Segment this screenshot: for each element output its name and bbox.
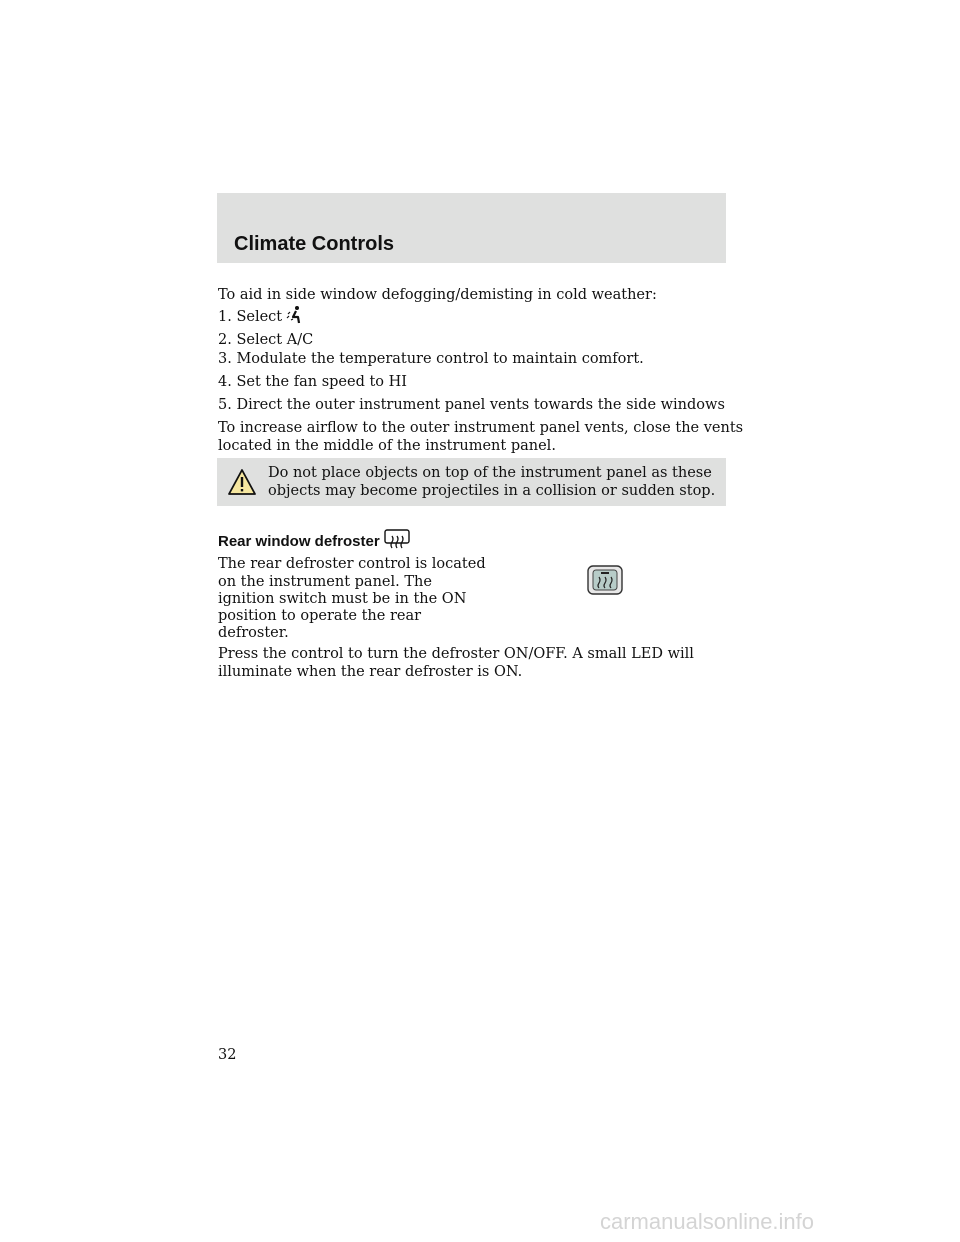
intro-text: To aid in side window defogging/demisting in cold weather: <box>218 287 657 303</box>
step-1 <box>218 305 302 330</box>
rear-defrost-icon <box>384 528 410 555</box>
step-5: 5. Direct the outer instrument panel vents towards the side windows <box>218 397 725 413</box>
warning-line1: Do not place objects on top of the instrument panel as these <box>268 465 712 481</box>
step-2: 2. Select A/C <box>218 332 314 348</box>
floor-defrost-mode-icon <box>286 305 302 330</box>
warning-box <box>217 458 726 506</box>
step-1-text: 1. Select <box>218 309 283 325</box>
rear-defroster-desc-line5: defroster. <box>218 625 289 641</box>
rear-defroster-desc-line2: on the instrument panel. The <box>218 574 432 590</box>
rear-defroster-heading <box>218 528 410 555</box>
step-3: 3. Modulate the temperature control to maintain comfort. <box>218 351 644 367</box>
warning-line2: objects may become projectiles in a collision or sudden stop. <box>268 483 716 499</box>
section-title: Climate Controls <box>234 233 395 255</box>
airflow-text-line2: located in the middle of the instrument panel. <box>218 438 556 454</box>
press-text-line2: illuminate when the rear defroster is ON. <box>218 664 523 680</box>
page-number: 32 <box>218 1047 237 1063</box>
watermark: carmanualsonline.info <box>600 1209 815 1234</box>
press-text-line1: Press the control to turn the defroster ON/OFF. A small LED will <box>218 646 694 662</box>
rear-defroster-desc-line1: The rear defroster control is located <box>218 556 486 572</box>
rear-defroster-desc-line3: ignition switch must be in the ON <box>218 591 467 607</box>
rear-defroster-desc-line4: position to operate the rear <box>218 608 422 624</box>
step-4: 4. Set the fan speed to HI <box>218 374 408 390</box>
warning-text <box>268 464 715 500</box>
airflow-text-line1: To increase airflow to the outer instrument panel vents, close the vents <box>218 420 744 436</box>
rear-defroster-heading-text: Rear window defroster <box>218 533 380 550</box>
warning-triangle-icon <box>227 468 257 500</box>
section-header-band <box>217 193 726 263</box>
rear-defrost-switch-icon <box>587 565 623 599</box>
